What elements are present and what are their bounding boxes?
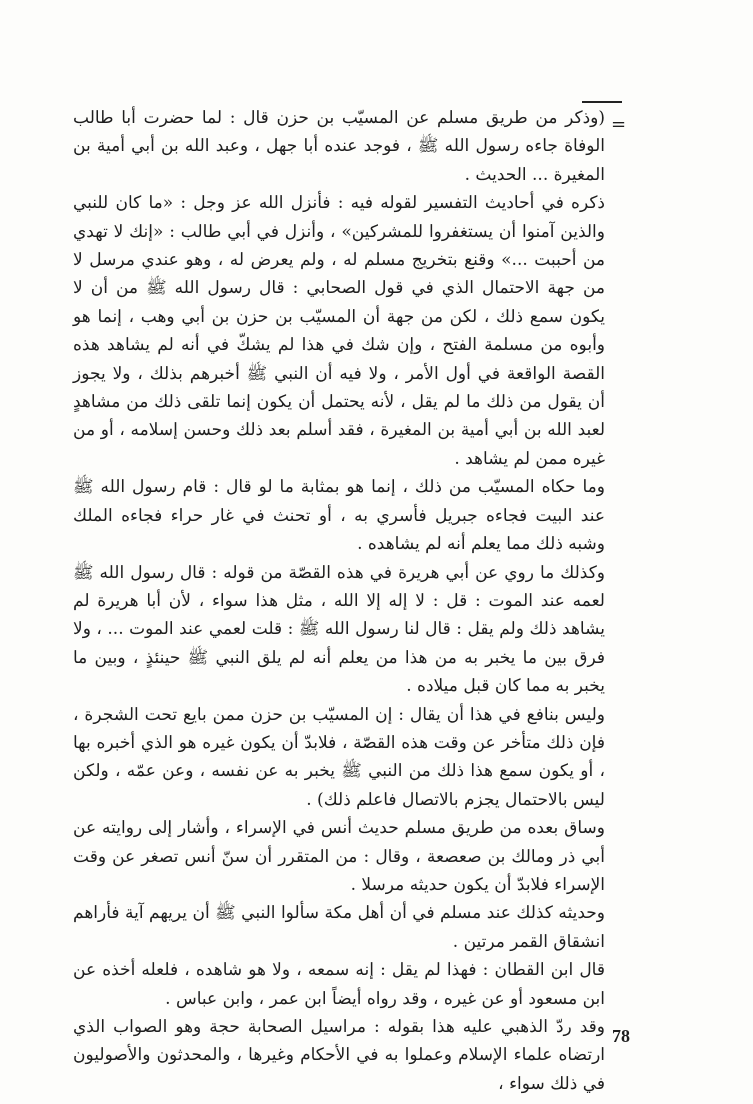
paragraph-abu-hurayra: وكذلك ما روي عن أبي هريرة في هذه القصّة من قوله : قال رسول الله ﷺ لعمه عند الموت : قل : لا إله إلا الله ، مثل هذا سواء ، لأن أبا هريرة لم يشاهد ذلك ولم يقل : قال لنا رسول الله ﷺ : قلت لعمي عند الموت ... ، ولا فرق بين ما يخبر به من هذا من يعلم أنه لم يلق النبي ﷺ حينئذٍ ، وبين ما يخبر به مما كان قبل ميلاده . [73,562,605,697]
continuation-mark: = [611,114,627,135]
paragraph-shajara: وليس بنافع في هذا أن يقال : إن المسيّب بن حزن ممن بايع تحت الشجرة ، فإن ذلك متأخر عن وقت هذه القصّة ، فلابدّ أن يكون غيره هو الذي أخبره بها ، أو يكون سمع هذا ذلك من النبي ﷺ يخبر به عن نفسه ، وعن عمّه ، ولكن ليس بالاحتمال يجزم بالاتصال فاعلم ذلك) . [73,704,605,810]
page-number: 78 [612,1026,630,1046]
paragraph-ibn-qattan: قال ابن القطان : فهذا لم يقل : إنه سمعه ، ولا هو شاهده ، فلعله أخذه عن ابن مسعود أو عن غيره ، وقد رواه أيضاً ابن عمر ، وابن عباس . [73,960,605,1009]
page-body [73,104,605,1098]
paragraph-musayyab: وما حكاه المسيّب من ذلك ، إنما هو بمثابة ما لو قال : قام رسول الله ﷺ عند البيت فجاءه جبريل فأسري به ، أو تحنث في غار حراء فجاءه الملك وشبه ذلك مما يعلم أنه لم يشاهده . [73,477,605,555]
paragraph-quote-intro: (وذكر من طريق مسلم عن المسيّب بن حزن قال : لما حضرت أبا طالب الوفاة جاءه رسول الله ﷺ ، فوجد عنده أبا جهل ، وعبد الله بن أبي أمية بن المغيرة ... الحديث . [73,108,605,185]
paragraph-tafsir: ذكره في أحاديث التفسير لقوله فيه : فأنزل الله عز وجل : «ما كان للنبي والذين آمنوا أن يستغفروا للمشركين» ، وأنزل في أبي طالب : «إنك لا تهدي من أحببت ...» وقنع بتخريج مسلم له ، ولم يعرض له ، وهو عندي مرسل لا من جهة الاحتمال الذي في قول الصحابي : قال رسول الله ﷺ من أن لا يكون سمع ذلك ، لكن من جهة أن المسيّب بن حزن بن أبي وهب ، إنما هو وأبوه من مسلمة الفتح ، وإن شك في هذا لم يشكّ في أنه لم يشاهد هذه القصة الواقعة في أول الأمر ، ولا فيه أن النبي ﷺ أخبرهم بذلك ، ولا يجوز أن يقول من ذلك ما لم يقل ، لأنه يحتمل أن يكون إنما تلقى ذلك من مشاهدٍ لعبد الله بن أبي أمية بن المغيرة ، فقد أسلم بعد ذلك وحسن إسلامه ، أو من غيره ممن لم يشاهد . [73,193,605,469]
paragraph-moon-split: وحديثه كذلك عند مسلم في أن أهل مكة سألوا النبي ﷺ أن يريهم آية فأراهم انشقاق القمر مرتين . [73,903,605,952]
paragraph-isra: وساق بعده من طريق مسلم حديث أنس في الإسراء ، وأشار إلى روايته عن أبي ذر ومالك بن صعصعة ، وقال : من المتقرر أن سنّ أنس تصغر عن وقت الإسراء فلابدّ أن يكون حديثه مرسلا . [73,818,605,895]
paragraph-dhahabi: وقد ردّ الذهبي عليه هذا بقوله : مراسيل الصحابة حجة وهو الصواب الذي ارتضاه علماء الإسلام وعملوا به في الأحكام وغيرها ، والمحدثون والأصوليون في ذلك سواء ، [73,1017,606,1094]
header-rule [582,101,622,103]
